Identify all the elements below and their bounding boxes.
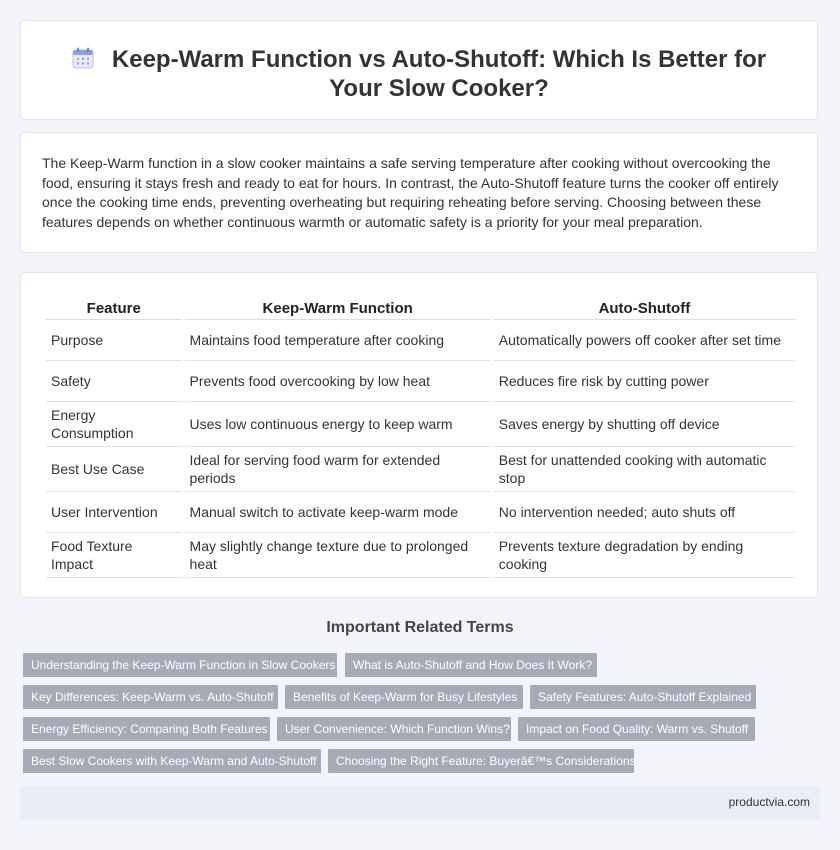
- table-cell: Prevents food overcooking by low heat: [185, 361, 491, 402]
- table-cell: Best for unattended cooking with automatic stop: [494, 447, 795, 492]
- table-header-row: [46, 295, 795, 320]
- footer-site-name: productvia.com: [728, 795, 810, 809]
- intro-card: [20, 132, 818, 253]
- table-cell: No intervention needed; auto shuts off: [494, 492, 795, 533]
- table-cell: Safety: [46, 361, 182, 402]
- related-term-link[interactable]: Key Differences: Keep-Warm vs. Auto-Shutoff: [23, 685, 278, 709]
- related-term-link[interactable]: Safety Features: Auto-Shutoff Explained: [530, 685, 756, 709]
- title-card: [20, 20, 818, 120]
- related-term-link[interactable]: Choosing the Right Feature: Buyerâ€™s Considerations: [328, 749, 634, 773]
- related-term-link[interactable]: Energy Efficiency: Comparing Both Features: [23, 717, 270, 741]
- table-cell: Saves energy by shutting off device: [494, 402, 795, 447]
- related-term-link[interactable]: Impact on Food Quality: Warm vs. Shutoff: [518, 717, 755, 741]
- related-term-link[interactable]: Benefits of Keep-Warm for Busy Lifestyles: [285, 685, 523, 709]
- table-cell: Food Texture Impact: [46, 533, 182, 578]
- column-header-feature: Feature: [46, 295, 182, 320]
- table-cell: Uses low continuous energy to keep warm: [185, 402, 491, 447]
- comparison-table: [43, 295, 798, 578]
- table-row: [46, 361, 795, 402]
- table-cell: Manual switch to activate keep-warm mode: [185, 492, 491, 533]
- table-cell: Ideal for serving food warm for extended periods: [185, 447, 491, 492]
- footer: [20, 786, 820, 820]
- related-term-link[interactable]: Best Slow Cookers with Keep-Warm and Auto-Shutoff: [23, 749, 321, 773]
- table-cell: Energy Consumption: [46, 402, 182, 447]
- related-terms-heading: Important Related Terms: [326, 619, 514, 636]
- table-cell: Purpose: [46, 320, 182, 361]
- table-cell: Best Use Case: [46, 447, 182, 492]
- table-cell: User Intervention: [46, 492, 182, 533]
- related-term-link[interactable]: User Convenience: Which Function Wins?: [277, 717, 511, 741]
- page-title: Keep-Warm Function vs Auto-Shutoff: Which Is Better for Your Slow Cooker?: [111, 46, 767, 102]
- related-term-link[interactable]: What is Auto-Shutoff and How Does It Work?: [345, 653, 597, 677]
- table-row: [46, 447, 795, 492]
- table-cell: Reduces fire risk by cutting power: [494, 361, 795, 402]
- table-row: [46, 402, 795, 447]
- table-row: [46, 320, 795, 361]
- table-cell: Maintains food temperature after cooking: [185, 320, 491, 361]
- table-row: [46, 533, 795, 578]
- related-term-link[interactable]: Understanding the Keep-Warm Function in Slow Cookers: [23, 653, 337, 677]
- table-cell: Prevents texture degradation by ending cooking: [494, 533, 795, 578]
- table-row: [46, 492, 795, 533]
- table-cell: May slightly change texture due to prolonged heat: [185, 533, 491, 578]
- table-cell: Automatically powers off cooker after set time: [494, 320, 795, 361]
- column-header-auto-shutoff: Auto-Shutoff: [494, 295, 795, 320]
- comparison-card: [20, 272, 818, 598]
- column-header-keep-warm: Keep-Warm Function: [185, 295, 491, 320]
- intro-paragraph: The Keep-Warm function in a slow cooker maintains a safe serving temperature after cooking without overcooking the food, ensuring it stays fresh and ready to eat for hours. In contrast, the Auto-Shutoff feature turns the cooker off entirely once the cooking time ends, preventing overheating but requiring reheating before serving. Choosing between these features depends on whether continuous warmth or automatic safety is a priority for your meal preparation.: [42, 155, 779, 230]
